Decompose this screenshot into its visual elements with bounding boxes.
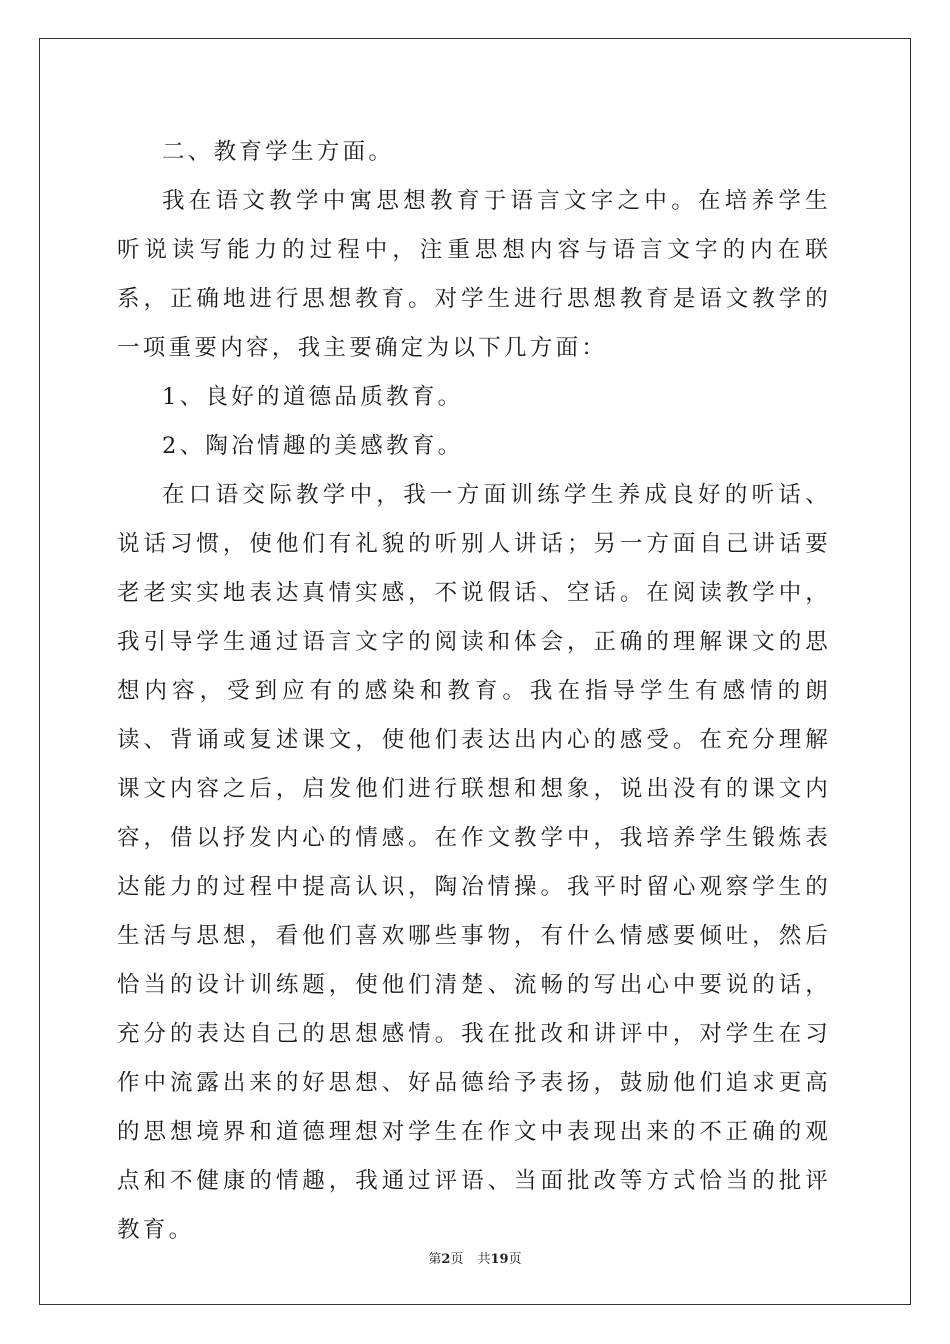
- body-paragraph: 我在语文教学中寓思想教育于语言文字之中。在培养学生听说读写能力的过程中，注重思想内容与语言文字的内在联系，正确地进行思想教育。对学生进行思想教育是语文教学的一项重要内容，我主要确定为以下几方面：: [117, 188, 831, 361]
- total-suffix: 页: [508, 1252, 522, 1267]
- document-body: [117, 128, 831, 1255]
- page-footer: [0, 1248, 950, 1267]
- section-heading: 二、教育学生方面。: [162, 139, 395, 165]
- list-item: 1、良好的道德品质教育。: [162, 384, 464, 410]
- page-prefix: 第: [428, 1252, 442, 1267]
- total-pages: 19: [490, 1252, 509, 1267]
- page-suffix: 页: [450, 1252, 464, 1267]
- page-number: 2: [441, 1252, 451, 1267]
- list-item: 2、陶冶情趣的美感教育。: [162, 433, 464, 459]
- total-prefix: 共: [477, 1252, 491, 1267]
- body-paragraph: 在口语交际教学中，我一方面训练学生养成良好的听话、说话习惯，使他们有礼貌的听别人讲话；另一方面自己讲话要老老实实地表达真情实感，不说假话、空话。在阅读教学中，我引导学生通过语言文字的阅读和体会，正确的理解课文的思想内容，受到应有的感染和教育。我在指导学生有感情的朗读、背诵或复述课文，使他们表达出内心的感受。在充分理解课文内容之后，启发他们进行联想和想象，说出没有的课文内容，借以抒发内心的情感。在作文教学中，我培养学生锻炼表达能力的过程中提高认识，陶冶情操。我平时留心观察学生的生活与思想，看他们喜欢哪些事物，有什么情感要倾吐，然后恰当的设计训练题，使他们清楚、流畅的写出心中要说的话，充分的表达自己的思想感情。我在批改和讲评中，对学生在习作中流露出来的好思想、好品德给予表扬，鼓励他们追求更高的思想境界和道德理想对学生在作文中表现出来的不正确的观点和不健康的情趣，我通过评语、当面批改等方式恰当的批评教育。: [117, 482, 831, 1243]
